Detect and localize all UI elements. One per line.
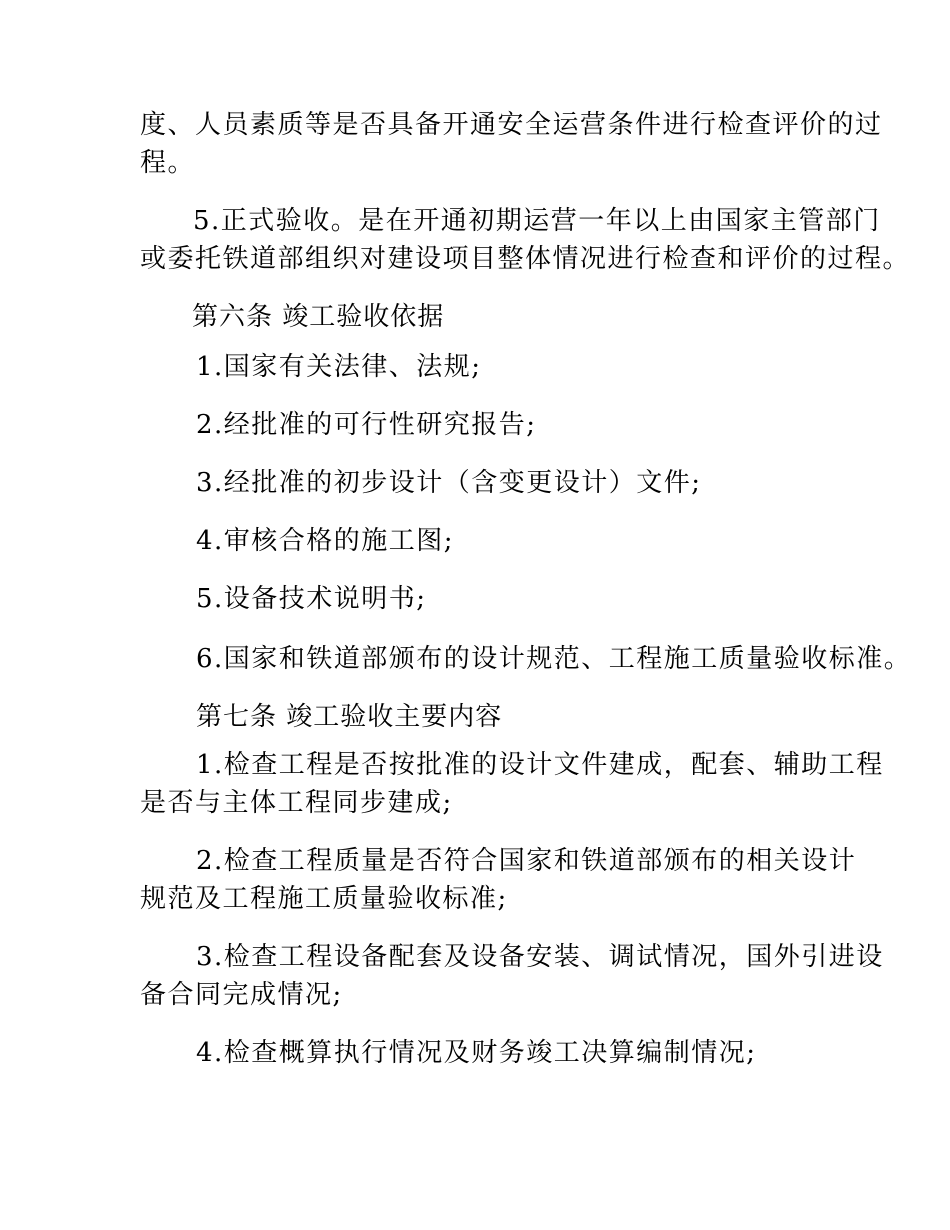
list-item: 2.经批准的可行性研究报告; [196,410,537,440]
list-item: 备合同完成情况; [140,980,343,1010]
list-item: 1.检查工程是否按批准的设计文件建成，配套、辅助工程 [196,750,884,780]
list-item: 2.检查工程质量是否符合国家和铁道部颁布的相关设计 [196,846,857,876]
list-item: 3.经批准的初步设计（含变更设计）文件; [196,468,702,498]
list-item: 6.国家和铁道部颁布的设计规范、工程施工质量验收标准。 [196,644,912,674]
list-item: 规范及工程施工质量验收标准; [140,884,508,914]
list-item: 是否与主体工程同步建成; [140,788,453,818]
list-item: 4.检查概算执行情况及财务竣工决算编制情况; [196,1038,757,1068]
list-item: 1.国家有关法律、法规; [196,352,482,382]
paragraph-line: 或委托铁道部组织对建设项目整体情况进行检查和评价的过程。 [140,244,911,274]
section-heading: 第六条 竣工验收依据 [192,302,445,332]
list-item: 3.检查工程设备配套及设备安装、调试情况，国外引进设 [196,942,884,972]
list-item: 5.设备技术说明书; [196,584,427,614]
paragraph-line: 5.正式验收。是在开通初期运营一年以上由国家主管部门 [193,206,881,236]
paragraph-line: 度、人员素质等是否具备开通安全运营条件进行检查评价的过 [140,110,883,140]
section-heading: 第七条 竣工验收主要内容 [196,702,503,732]
list-item: 4.审核合格的施工图; [196,526,455,556]
paragraph-line: 程。 [140,148,196,178]
